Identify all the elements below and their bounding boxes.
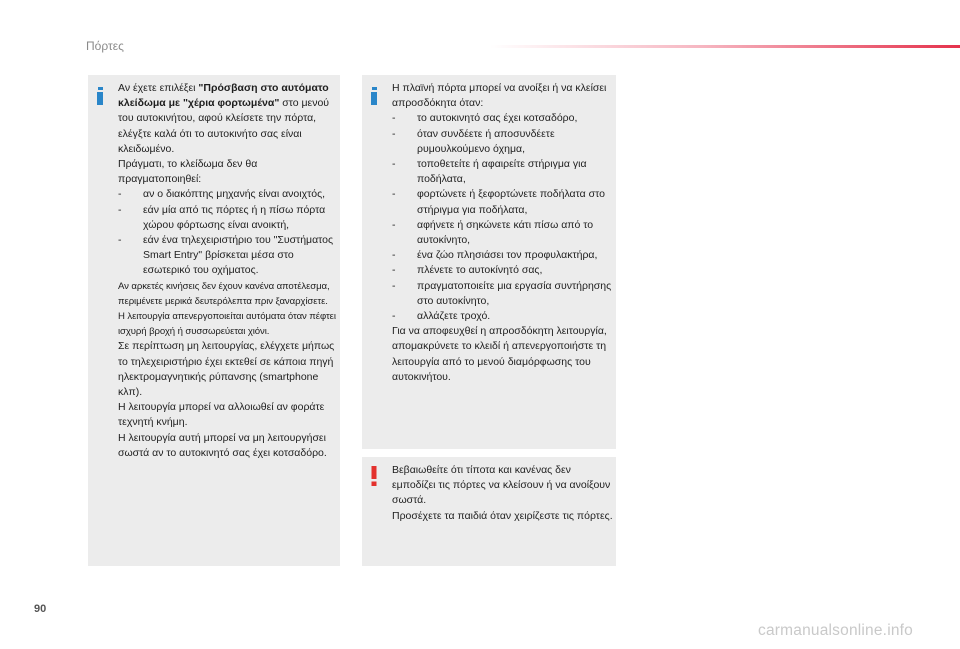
intro-paragraph: Αν έχετε επιλέξει "Πρόσβαση στο αυτόματο κλείδωμα με "χέρια φορτωμένα" στο μενού του αυτοκινήτου, αφού κλείσετε την πόρτα, ελέγξτε καλά ότι το αυτοκινήτο σας είναι κλειδωμένο. bbox=[118, 82, 330, 155]
list-item: - φορτώνετε ή ξεφορτώνετε ποδήλατα στο στήριγμα για ποδήλατα, bbox=[392, 188, 605, 216]
list-item: - τοποθετείτε ή αφαιρείτε στήριγμα για ποδήλατα, bbox=[392, 158, 587, 186]
warning-box bbox=[362, 457, 616, 566]
paragraph: Πράγματι, το κλείδωμα δεν θα πραγματοποιηθεί: bbox=[118, 158, 258, 186]
section-title: Πόρτες bbox=[86, 39, 124, 53]
info-box-side-door bbox=[362, 75, 616, 449]
page-number: 90 bbox=[34, 603, 47, 615]
info-box-smart-entry bbox=[88, 75, 340, 566]
info-box-text bbox=[118, 81, 340, 461]
list-item: - όταν συνδέετε ή αποσυνδέετε ρυμουλκούμενο όχημα, bbox=[392, 127, 555, 155]
paragraph: Προσέχετε τα παιδιά όταν χειρίζεστε τις πόρτες. bbox=[392, 509, 613, 522]
paragraph: Αν αρκετές κινήσεις δεν έχουν κανένα αποτέλεσμα, περιμένετε μερικά δευτερόλεπτα πριν ξαναρχίσετε. bbox=[118, 280, 330, 307]
header-accent-line bbox=[490, 45, 960, 48]
warning-box-text bbox=[392, 463, 614, 524]
paragraph: Σε περίπτωση μη λειτουργίας, ελέγχετε μήπως το τηλεχειριστήριο έχει εκτεθεί σε κάποια πηγή ηλεκτρομαγνητικής ρύπανσης (smartphone κλπ). bbox=[118, 340, 335, 399]
list-item: - πραγματοποιείτε μια εργασία συντήρησης στο αυτοκίνητο, bbox=[392, 279, 612, 307]
option-name: "Πρόσβαση στο αυτόματο κλείδωμα με "χέρια φορτωμένα" bbox=[118, 82, 329, 110]
warning-icon bbox=[370, 466, 378, 486]
info-icon bbox=[369, 87, 381, 105]
list-item: - το αυτοκινητό σας έχει κοτσαδόρο, bbox=[392, 112, 578, 125]
watermark: carmanualsonline.info bbox=[758, 622, 913, 639]
list-item: - ένα ζώο πλησιάσει τον προφυλακτήρα, bbox=[392, 249, 598, 262]
info-icon bbox=[95, 87, 107, 105]
list-item: - εάν ένα τηλεχειριστήριο του "Συστήματος Smart Entry" βρίσκεται μέσα στο εσωτερικό του οχήματος. bbox=[118, 234, 334, 277]
info-box-text bbox=[392, 81, 614, 385]
list-item: - πλένετε το αυτοκίνητό σας, bbox=[392, 264, 543, 277]
paragraph: Για να αποφευχθεί η απροσδόκητη λειτουργία, απομακρύνετε το κλειδί ή απενεργοποιήστε τη λειτουργία από το μενού διαμόρφωσης του αυτοκινήτου. bbox=[392, 325, 607, 383]
paragraph: Η πλαϊνή πόρτα μπορεί να ανοίξει ή να κλείσει απροσδόκητα όταν: bbox=[392, 82, 607, 110]
list-item: - εάν μία από τις πόρτες ή η πίσω πόρτα χώρου φόρτωσης είναι ανοικτή, bbox=[118, 203, 326, 231]
paragraph: Η λειτουργία αυτή μπορεί να μη λειτουργήσει σωστά αν το αυτοκινητό σας έχει κοτσαδόρο. bbox=[118, 431, 327, 459]
list-item: - αλλάζετε τροχό. bbox=[392, 310, 491, 323]
paragraph: Βεβαιωθείτε ότι τίποτα και κανένας δεν εμποδίζει τις πόρτες να κλείσουν ή να ανοίξουν σωστά. bbox=[392, 464, 611, 507]
paragraph: Η λειτουργία μπορεί να αλλοιωθεί αν φοράτε τεχνητή κνήμη. bbox=[118, 401, 325, 429]
list-item: - αφήνετε ή σηκώνετε κάτι πίσω από το αυτοκίνητο, bbox=[392, 218, 594, 247]
list-item: - αν ο διακόπτης μηχανής είναι ανοιχτός, bbox=[118, 188, 326, 201]
paragraph: Η λειτουργία απενεργοποιείται αυτόματα όταν πέφτει ισχυρή βροχή ή συσσωρεύεται χιόνι. bbox=[118, 311, 336, 338]
